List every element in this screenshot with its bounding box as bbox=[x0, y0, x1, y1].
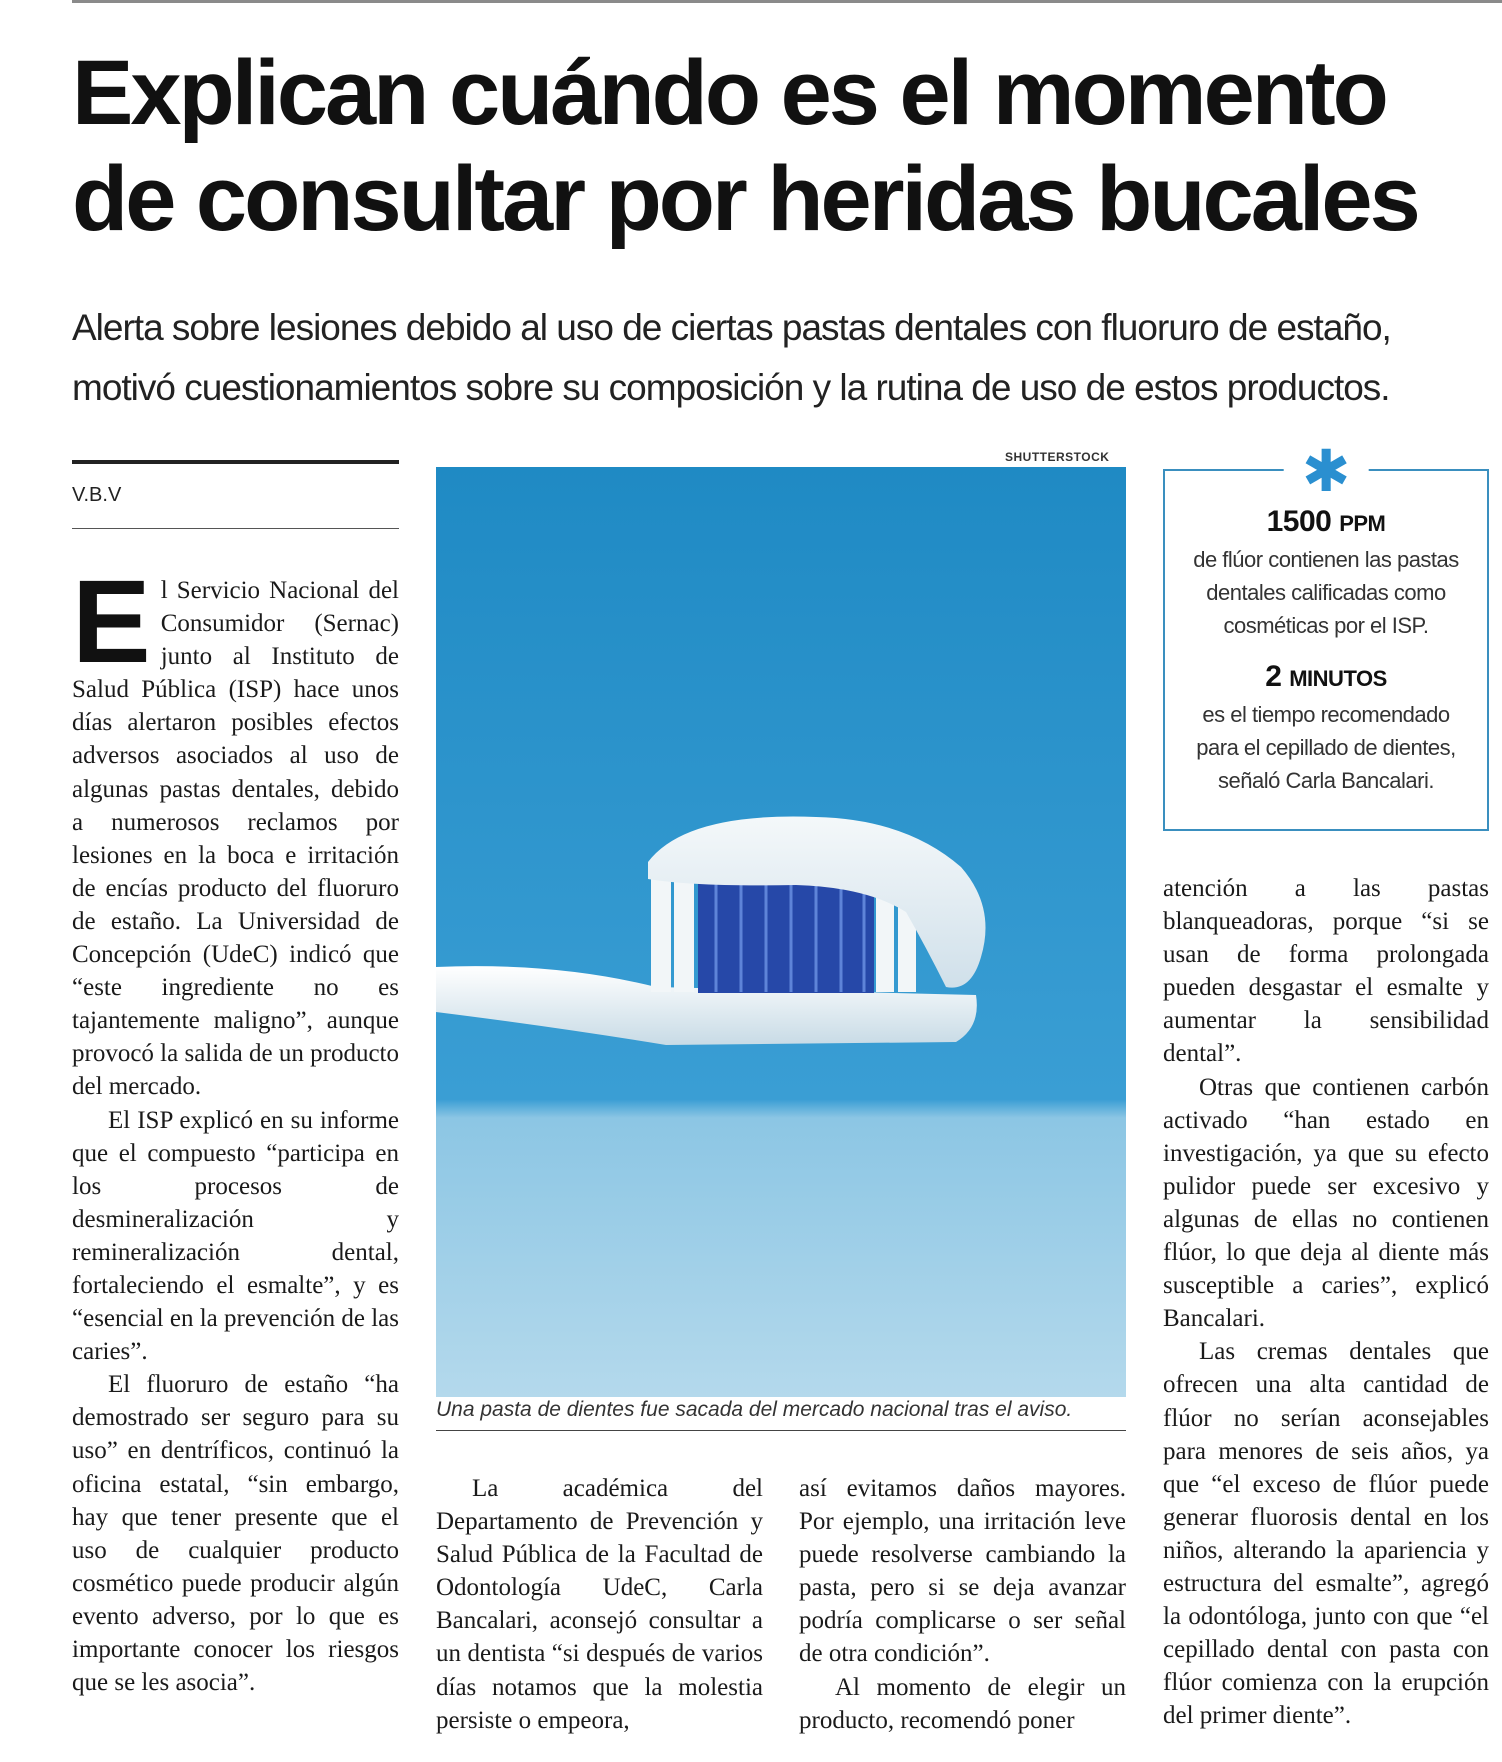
paragraph: Al momento de elegir un producto, recomendó poner bbox=[799, 1673, 1126, 1734]
byline: V.B.V bbox=[72, 484, 122, 506]
subheadline bbox=[72, 298, 1492, 418]
article-column-3 bbox=[799, 1472, 1126, 1737]
paragraph: Otras que contienen carbón activado “han estado en investigación, ya que su efecto pulidor puede ser excesivo y algunas de ellas no contienen flúor, lo que deja al diente más susceptible a caries”, explicó Bancalari. bbox=[1163, 1073, 1489, 1333]
fact-2-figure bbox=[1165, 660, 1487, 694]
article-column-4 bbox=[1163, 872, 1489, 1732]
paragraph: El fluoruro de estaño “ha demostrado ser seguro para su uso” en dentríficos, continuó la oficina estatal, “sin embargo, hay que tener presente que el uso de cualquier producto cosmético puede producir algún evento adverso, por lo que es importante conocer los riesgos que se les asocia”. bbox=[72, 1371, 399, 1697]
paragraph: El ISP explicó en su informe que el compuesto “participa en los procesos de desmineralización y remineralización dental, fortaleciendo el esmalte”, y es “esencial en la prevención de las caries”. bbox=[72, 1106, 399, 1366]
paragraph: Las cremas dentales que ofrecen una alta cantidad de flúor no serían aconsejables para menores de seis años, ya que “el exceso de flúor puede generar fluorosis dental en los niños, alterando la apariencia y estructura del esmalte”, agregó la odontóloga, junto con que “el cepillado dental con pasta con flúor comienza con la erupción del primer diente”. bbox=[1163, 1338, 1489, 1730]
photo-credit: SHUTTERSTOCK bbox=[1005, 450, 1110, 464]
headline-line-2: de consultar por heridas bucales bbox=[72, 148, 1418, 250]
subheadline-line-2: motivó cuestionamientos sobre su composición y la rutina de uso de estos productos. bbox=[72, 367, 1390, 408]
photo-caption: Una pasta de dientes fue sacada del mercado nacional tras el aviso. bbox=[436, 1398, 1126, 1431]
subheadline-line-1: Alerta sobre lesiones debido al uso de ciertas pastas dentales con fluoruro de estaño, bbox=[72, 307, 1391, 348]
paragraph: atención a las pastas blanqueadoras, porque “si se usan de forma prolongada pueden desgastar el esmalte y aumentar la sensibilidad dental”. bbox=[1163, 875, 1489, 1068]
paragraph: así evitamos daños mayores. Por ejemplo, una irritación leve puede resolverse cambiando la pasta, pero si se deja avanzar podría complicarse o ser señal de otra condición”. bbox=[799, 1475, 1126, 1668]
paragraph: La académica del Departamento de Prevención y Salud Pública de la Facultad de Odontología UdeC, Carla Bancalari, aconsejó consultar a un dentista “si después de varios días notamos que la molestia persiste o empeora, bbox=[436, 1475, 763, 1734]
article-column-1 bbox=[72, 556, 399, 1744]
paragraph bbox=[72, 556, 399, 1104]
toothbrush-illustration bbox=[436, 467, 1126, 1397]
fact-2-unit: MINUTOS bbox=[1289, 666, 1387, 691]
factbox bbox=[1163, 437, 1489, 831]
article-column-2 bbox=[436, 1472, 763, 1737]
paragraph-text: l Servicio Nacional del Consumidor (Sernac) junto al Instituto de Salud Pública (ISP) hace unos días alertaron posibles efectos adversos asociados al uso de algunas pastas dentales, debido a numerosos reclamos por lesiones en la boca e irritación de encías producto del fluoruro de estaño. La Universidad de Concepción (UdeC) indicó que “este ingrediente no es tajantemente maligno”, aunque provocó la salida de un producto del mercado. bbox=[72, 577, 399, 1101]
fact-1-figure bbox=[1165, 505, 1487, 539]
drop-cap: E bbox=[72, 556, 151, 688]
fact-2-number: 2 bbox=[1265, 660, 1282, 693]
fact-1-unit: PPM bbox=[1339, 511, 1386, 536]
fact-1-number: 1500 bbox=[1266, 505, 1332, 538]
asterisk-icon: ✱ bbox=[1284, 441, 1369, 501]
toothbrush-photo bbox=[436, 467, 1126, 1397]
fact-2-text: es el tiempo recomendado para el cepillado de dientes, señaló Carla Bancalari. bbox=[1196, 702, 1456, 793]
byline-top-rule bbox=[72, 460, 399, 464]
headline-line-1: Explican cuándo es el momento bbox=[72, 42, 1386, 144]
fact-1-text: de flúor contienen las pastas dentales calificadas como cosméticas por el ISP. bbox=[1193, 547, 1459, 638]
byline-bottom-rule bbox=[72, 528, 399, 529]
headline bbox=[72, 40, 1492, 252]
top-rule bbox=[72, 0, 1502, 3]
